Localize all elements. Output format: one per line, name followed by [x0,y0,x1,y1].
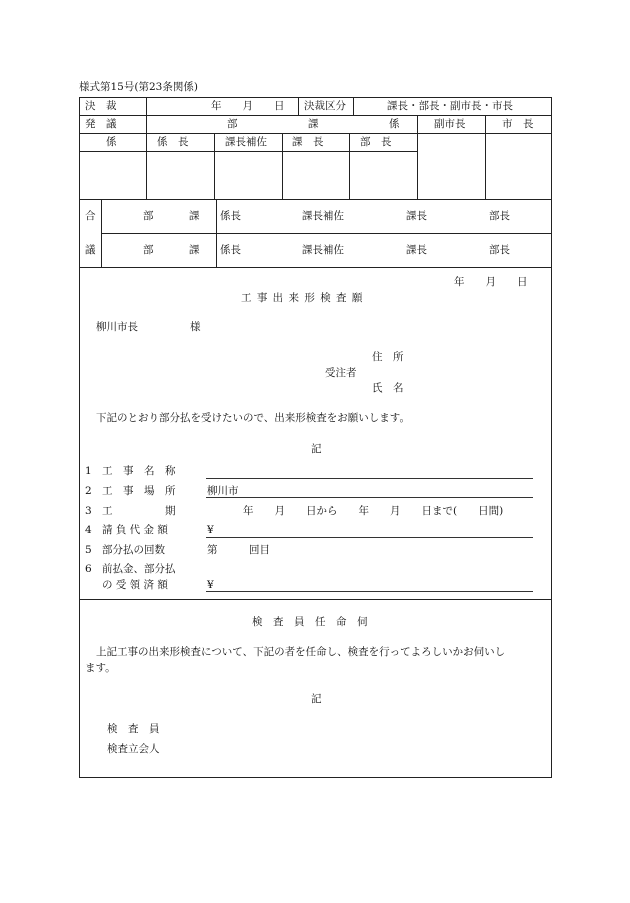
vline-fukushicho [417,115,418,199]
name-label: 氏 名 [372,382,404,394]
item-number: 2 [85,485,92,497]
hatsugi-label: 発 議 [85,118,117,130]
address-label: 住 所 [372,351,404,363]
item-number: 1 [85,465,92,477]
hatsugi-bu: 部 [227,118,238,130]
vline-kubun [353,97,354,115]
section-divider [79,599,552,600]
request-body: 下記のとおり部分払を受けたいので、出来形検査をお願いします。 [96,412,410,424]
request-title: 工 事 出 来 形 検 査 願 [241,292,364,304]
item-number: 5 [85,544,92,556]
hatsugi-ka: 課 [308,118,319,130]
aigi-bu: 部 [143,244,154,256]
item-label: 工 事 名 称 [102,465,176,477]
appointment-body-line2: ます。 [85,662,116,674]
aigi-bucho: 部長 [489,210,510,222]
vline-app-3 [282,133,283,199]
item-label-line2: の 受 領 済 額 [102,579,168,591]
request-date: 年 月 日 [454,276,528,288]
item-value: ¥ [207,579,214,591]
item-value: 柳川市 [207,485,239,497]
header-rule-3 [79,151,417,152]
item-value: 年 月 日から 年 月 日まで( 日間) [243,505,504,517]
form-number: 様式第15号(第23条関係) [79,81,198,93]
approval-col-kakaricho: 係 長 [157,136,189,148]
vline-date [298,97,299,115]
contractor-label: 受注者 [325,367,357,379]
aigi-kakaricho: 係長 [220,244,241,256]
inspector-label: 検 査 員 [107,723,160,735]
item-number: 3 [85,505,92,517]
vline-app-4 [349,133,350,199]
aigi-bu: 部 [143,210,154,222]
addressee: 柳川市長 [96,321,138,333]
item-underline [206,478,533,479]
item-value: 第 回目 [207,544,270,556]
aigi-kachohosa: 課長補佐 [302,210,344,222]
hatsugi-kakari: 係 [389,118,400,130]
appointment-ki: 記 [311,693,322,705]
item-number: 4 [85,524,92,536]
addressee-sama: 様 [190,321,201,333]
kessai-kubun-label: 決裁区分 [304,100,346,112]
aigi-rule-bottom [79,267,552,268]
aigi-label-bottom: 議 [85,244,96,256]
vline-app-1 [146,133,147,199]
witness-label: 検査立会人 [107,743,160,755]
approval-col-kakari: 係 [106,136,117,148]
kessai-kubun-value: 課長・部長・副市長・市長 [387,100,513,112]
vline-label [146,97,147,133]
vline-shicho [485,115,486,199]
item-label: 工 期 [102,505,176,517]
header-rule-2 [79,133,552,134]
header-rule-4 [79,199,552,200]
appointment-title: 検 査 員 任 命 伺 [252,616,368,628]
item-label: 工 事 場 所 [102,485,176,497]
item-number: 6 [85,563,92,575]
request-ki: 記 [311,443,322,455]
approval-col-bucho: 部 長 [360,136,392,148]
aigi-bucho: 部長 [489,244,510,256]
vline-aigi-label [101,199,102,267]
item-label: 部分払の回数 [102,544,165,556]
shicho-label: 市 長 [502,118,534,130]
aigi-rule-mid [101,233,552,234]
kessai-label: 決 裁 [85,100,117,112]
vline-aigi-dept [216,199,217,267]
aigi-ka: 課 [189,210,200,222]
header-rule-1 [79,115,552,116]
item-underline [206,537,533,538]
aigi-kacho: 課長 [406,210,427,222]
item-label: 請 負 代 金 額 [102,524,168,536]
aigi-kakaricho: 係長 [220,210,241,222]
item-label: 前払金、部分払 [102,563,176,575]
fukushicho-label: 副市長 [434,118,466,130]
aigi-kacho: 課長 [406,244,427,256]
approval-col-kacho: 課 長 [292,136,324,148]
kessai-date: 年 月 日 [211,100,285,112]
item-underline [206,497,533,498]
aigi-kachohosa: 課長補佐 [302,244,344,256]
item-underline [206,591,533,592]
item-value: ¥ [207,524,214,536]
appointment-body-line1: 上記工事の出来形検査について、下記の者を任命し、検査を行ってよろしいかお伺いし [96,646,506,658]
aigi-ka: 課 [189,244,200,256]
approval-col-kachohosa: 課長補佐 [225,136,267,148]
vline-app-2 [214,133,215,199]
aigi-label-top: 合 [85,210,96,222]
